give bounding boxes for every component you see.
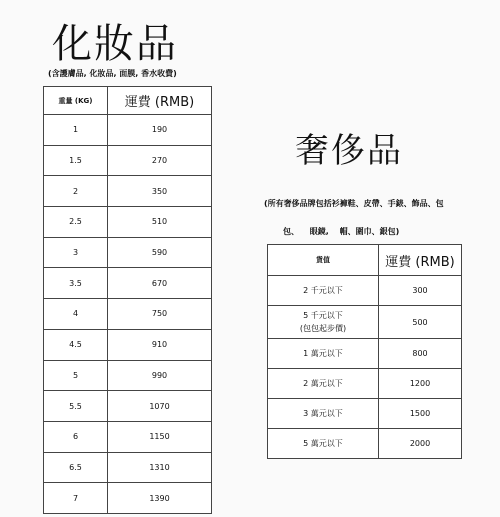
- weight-column-header: 重量 (KG): [44, 87, 108, 115]
- cosmetics-subtitle: (含護膚品, 化妝品, 面膜, 香水收費): [48, 69, 177, 78]
- weight-cell: 4: [44, 299, 108, 330]
- shipping-cell: 350: [108, 176, 212, 207]
- shipping-cell: 990: [108, 360, 212, 391]
- table-row: [268, 399, 462, 429]
- value-label: 2 萬元以下: [303, 379, 343, 388]
- shipping-cell: 270: [108, 145, 212, 176]
- shipping-cell: 590: [108, 237, 212, 268]
- value-cell: [268, 399, 379, 429]
- value-note: (包包起步價): [299, 324, 347, 333]
- shipping-cell: 750: [108, 299, 212, 330]
- shipping-cell: 670: [108, 268, 212, 299]
- shipping-cell: 910: [108, 329, 212, 360]
- table-header-row: [268, 245, 462, 276]
- value-cell: [268, 306, 379, 339]
- table-row: [44, 329, 212, 360]
- shipping-cell: 1070: [108, 391, 212, 422]
- shipping-cell: 1390: [108, 483, 212, 514]
- luxury-subtitle-line2: 包、 眼鏡, 帽、圍巾、銀包): [283, 227, 400, 236]
- table-row: [44, 207, 212, 238]
- luxury-subtitle-line1: (所有奢侈品牌包括衫褲鞋、皮帶、手錶、飾品、包: [264, 199, 444, 208]
- table-row: [44, 391, 212, 422]
- shipping-cell: 510: [108, 207, 212, 238]
- value-column-header: 貨值: [268, 245, 379, 276]
- value-label: 2 千元以下: [303, 286, 343, 295]
- cosmetics-title: 化妝品: [52, 21, 178, 67]
- value-cell: [268, 276, 379, 306]
- shipping-cell: 190: [108, 115, 212, 146]
- value-label: 3 萬元以下: [303, 409, 343, 418]
- table-row: [268, 339, 462, 369]
- shipping-column-header: 運費 (RMB): [379, 245, 462, 276]
- weight-cell: 1.5: [44, 145, 108, 176]
- cosmetics-shipping-table: [43, 86, 212, 514]
- shipping-cell: 1500: [379, 399, 462, 429]
- value-cell: [268, 369, 379, 399]
- luxury-shipping-table: [267, 244, 462, 459]
- weight-cell: 2.5: [44, 207, 108, 238]
- shipping-cell: 800: [379, 339, 462, 369]
- luxury-table-body: [268, 276, 462, 459]
- shipping-cell: 1200: [379, 369, 462, 399]
- table-row: [268, 276, 462, 306]
- shipping-cell: 500: [379, 306, 462, 339]
- table-header-row: [44, 87, 212, 115]
- weight-cell: 2: [44, 176, 108, 207]
- weight-cell: 5.5: [44, 391, 108, 422]
- weight-cell: 4.5: [44, 329, 108, 360]
- weight-cell: 1: [44, 115, 108, 146]
- shipping-cell: 1150: [108, 421, 212, 452]
- shipping-cell: 2000: [379, 429, 462, 459]
- weight-cell: 3: [44, 237, 108, 268]
- shipping-cell: 300: [379, 276, 462, 306]
- weight-cell: 3.5: [44, 268, 108, 299]
- table-row: [44, 237, 212, 268]
- weight-cell: 7: [44, 483, 108, 514]
- table-row: [44, 452, 212, 483]
- table-row: [44, 483, 212, 514]
- shipping-column-header: 運費 (RMB): [108, 87, 212, 115]
- value-cell: [268, 339, 379, 369]
- table-row: [44, 176, 212, 207]
- value-cell: [268, 429, 379, 459]
- table-row: [44, 299, 212, 330]
- shipping-cell: 1310: [108, 452, 212, 483]
- value-label: 5 萬元以下: [303, 439, 343, 448]
- table-row: [268, 306, 462, 339]
- cosmetics-table-body: [44, 115, 212, 514]
- table-row: [44, 145, 212, 176]
- value-label: 5 千元以下: [303, 311, 343, 320]
- table-row: [44, 115, 212, 146]
- table-row: [44, 268, 212, 299]
- luxury-title: 奢侈品: [295, 131, 403, 171]
- table-row: [268, 429, 462, 459]
- table-row: [44, 360, 212, 391]
- weight-cell: 6.5: [44, 452, 108, 483]
- value-label: 1 萬元以下: [303, 349, 343, 358]
- weight-cell: 5: [44, 360, 108, 391]
- table-row: [44, 421, 212, 452]
- table-row: [268, 369, 462, 399]
- weight-cell: 6: [44, 421, 108, 452]
